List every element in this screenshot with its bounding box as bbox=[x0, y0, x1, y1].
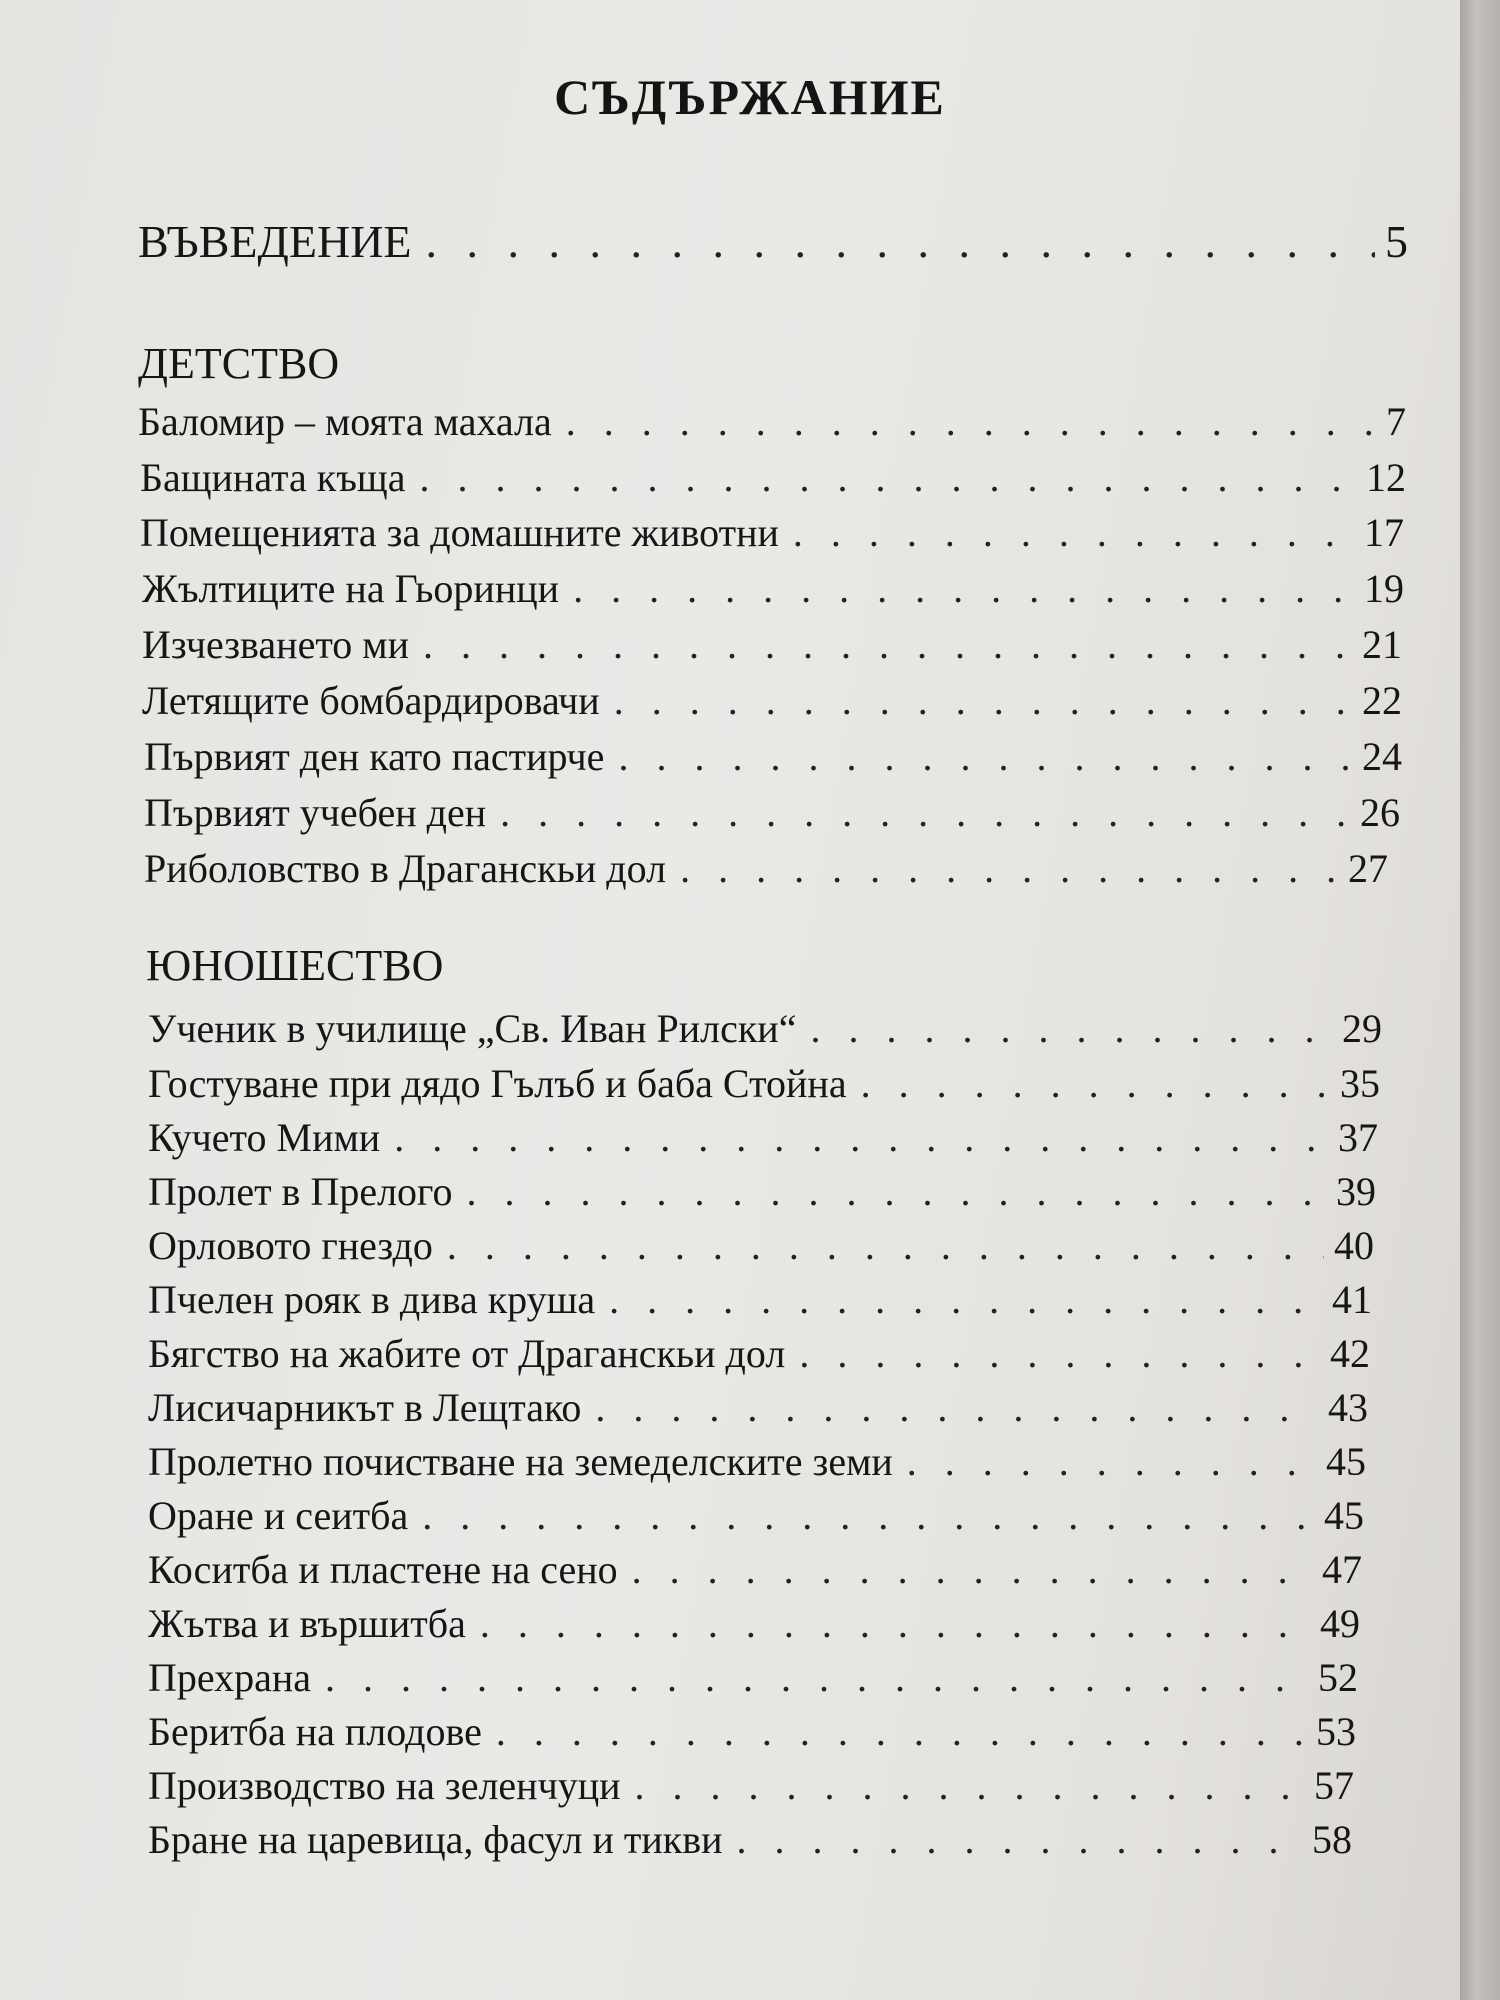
toc-page-number: 21 bbox=[1362, 622, 1402, 667]
toc-page-number: 22 bbox=[1362, 678, 1402, 723]
dot-leader bbox=[566, 398, 1376, 445]
dot-leader bbox=[325, 1654, 1308, 1701]
toc-page-number: 47 bbox=[1322, 1547, 1362, 1592]
toc-page-number: 53 bbox=[1316, 1709, 1356, 1754]
toc-page-number: 42 bbox=[1330, 1331, 1370, 1376]
toc-entry bbox=[142, 677, 1402, 724]
toc-entry bbox=[148, 1330, 1370, 1377]
toc-entry-label: Беритба на плодове bbox=[148, 1709, 482, 1754]
toc-page-number: 17 bbox=[1364, 510, 1404, 555]
dot-leader bbox=[573, 565, 1354, 612]
dot-leader bbox=[799, 1330, 1320, 1377]
dot-leader bbox=[907, 1438, 1316, 1485]
dot-leader bbox=[466, 1168, 1326, 1215]
toc-page-number: 39 bbox=[1336, 1169, 1376, 1214]
toc-page-number: 7 bbox=[1386, 399, 1406, 444]
dot-leader bbox=[810, 1005, 1332, 1052]
dot-leader bbox=[680, 845, 1338, 892]
toc-entry bbox=[148, 1600, 1360, 1647]
dot-leader bbox=[447, 1222, 1324, 1269]
toc-page-number: 57 bbox=[1314, 1763, 1354, 1808]
toc-entry bbox=[148, 1114, 1378, 1161]
toc-entry-label: Пчелен рояк в дива круша bbox=[148, 1277, 596, 1322]
toc-page-number: 35 bbox=[1340, 1061, 1380, 1106]
toc-entry-label: Бащината къща bbox=[140, 455, 406, 500]
toc-entry-label: Производство на зеленчуци bbox=[148, 1763, 621, 1808]
toc-page-number: 58 bbox=[1312, 1817, 1352, 1862]
toc-entry bbox=[148, 1546, 1362, 1593]
toc-entry-label: Прехрана bbox=[148, 1655, 312, 1700]
toc-entry-label: Бране на царевица, фасул и тикви bbox=[148, 1817, 723, 1862]
dot-leader bbox=[595, 1384, 1318, 1431]
toc-entry bbox=[148, 1005, 1382, 1052]
toc-page-number: 29 bbox=[1342, 1006, 1382, 1051]
dot-leader bbox=[618, 733, 1352, 780]
toc-page-number: 40 bbox=[1334, 1223, 1374, 1268]
dot-leader bbox=[423, 621, 1352, 668]
toc-entry-label: Кучето Мими bbox=[148, 1115, 381, 1160]
toc-entry-label: Пролет в Прелого bbox=[148, 1169, 453, 1214]
toc-entry bbox=[140, 454, 1406, 501]
page-title: СЪДЪРЖАНИЕ bbox=[554, 69, 946, 125]
toc-page-number: 12 bbox=[1366, 455, 1406, 500]
toc-entry-label: Бягство на жабите от Драганскьи дол bbox=[148, 1331, 786, 1376]
toc-entry bbox=[148, 1384, 1368, 1431]
toc-entry-label: Първият ден като пастирче bbox=[144, 734, 605, 779]
dot-leader bbox=[793, 509, 1354, 556]
toc-entry-label: Лисичарникът в Лещтако bbox=[148, 1385, 582, 1430]
toc-entry bbox=[144, 845, 1388, 892]
toc-entry bbox=[148, 1708, 1356, 1755]
toc-entry-label: Гостуване при дядо Гълъб и баба Стойна bbox=[148, 1061, 847, 1106]
toc-entry-label: Помещенията за домашните животни bbox=[140, 510, 779, 555]
dot-leader bbox=[422, 1492, 1314, 1539]
dot-leader bbox=[496, 1708, 1306, 1755]
toc-entry bbox=[142, 565, 1404, 612]
toc-entry-label: Баломир – моята махала bbox=[138, 399, 552, 444]
toc-entry-label: Ученик в училище „Св. Иван Рилски“ bbox=[148, 1006, 797, 1051]
toc-page-number: 41 bbox=[1332, 1277, 1372, 1322]
dot-leader bbox=[426, 215, 1375, 268]
toc-entry-label: ВЪВЕДЕНИЕ bbox=[138, 216, 412, 267]
toc-page-number: 45 bbox=[1326, 1439, 1366, 1484]
dot-leader bbox=[419, 454, 1356, 501]
dot-leader bbox=[500, 789, 1350, 836]
toc-entry bbox=[148, 1816, 1352, 1863]
toc-entry bbox=[148, 1222, 1374, 1269]
toc-entry-label: Жълтиците на Гьоринци bbox=[142, 566, 560, 611]
toc-entry-label: Летящите бомбардировачи bbox=[142, 678, 600, 723]
toc-entry bbox=[148, 1492, 1364, 1539]
dot-leader bbox=[632, 1546, 1312, 1593]
toc-entry-label: Изчезването ми bbox=[142, 622, 409, 667]
toc-entry bbox=[142, 621, 1402, 668]
toc-entry-label: Първият учебен ден bbox=[144, 790, 487, 835]
toc-entry bbox=[144, 789, 1400, 836]
toc-page-number: 45 bbox=[1324, 1493, 1364, 1538]
dot-leader bbox=[480, 1600, 1310, 1647]
dot-leader bbox=[861, 1060, 1330, 1107]
toc-entry-label: Жътва и вършитба bbox=[148, 1601, 466, 1646]
toc-page-number: 37 bbox=[1338, 1115, 1378, 1160]
toc-entry bbox=[148, 1060, 1380, 1107]
toc-entry-label: Оране и сеитба bbox=[148, 1493, 409, 1538]
dot-leader bbox=[394, 1114, 1328, 1161]
section-heading-youth: ЮНОШЕСТВО bbox=[146, 941, 444, 990]
section-heading-childhood: ДЕТСТВО bbox=[138, 339, 340, 388]
toc-entry bbox=[144, 733, 1402, 780]
dot-leader bbox=[737, 1816, 1302, 1863]
toc-entry bbox=[148, 1762, 1354, 1809]
toc-entry-label: Орловото гнездо bbox=[148, 1223, 433, 1268]
dot-leader bbox=[614, 677, 1352, 724]
dot-leader bbox=[609, 1276, 1322, 1323]
toc-entry bbox=[140, 509, 1404, 556]
page-edge bbox=[1460, 0, 1500, 2000]
toc-entry-introduction bbox=[138, 215, 1408, 268]
toc-entry-label: Риболовство в Драганскьи дол bbox=[144, 846, 667, 891]
dot-leader bbox=[635, 1762, 1304, 1809]
toc-page-number: 52 bbox=[1318, 1655, 1358, 1700]
toc-entry-label: Коситба и пластене на сено bbox=[148, 1547, 618, 1592]
toc-entry-label: Пролетно почистване на земеделските земи bbox=[148, 1439, 893, 1484]
toc-page-number: 5 bbox=[1385, 216, 1408, 267]
toc-page-number: 24 bbox=[1362, 734, 1402, 779]
toc-entry bbox=[148, 1168, 1376, 1215]
toc-entry bbox=[148, 1276, 1372, 1323]
toc-page-number: 49 bbox=[1320, 1601, 1360, 1646]
toc-page-number: 19 bbox=[1364, 566, 1404, 611]
toc-page-number: 43 bbox=[1328, 1385, 1368, 1430]
toc-page-number: 27 bbox=[1348, 846, 1388, 891]
toc-entry bbox=[148, 1654, 1358, 1701]
toc-entry bbox=[148, 1438, 1366, 1485]
toc-entry bbox=[138, 398, 1406, 445]
toc-page-number: 26 bbox=[1360, 790, 1400, 835]
